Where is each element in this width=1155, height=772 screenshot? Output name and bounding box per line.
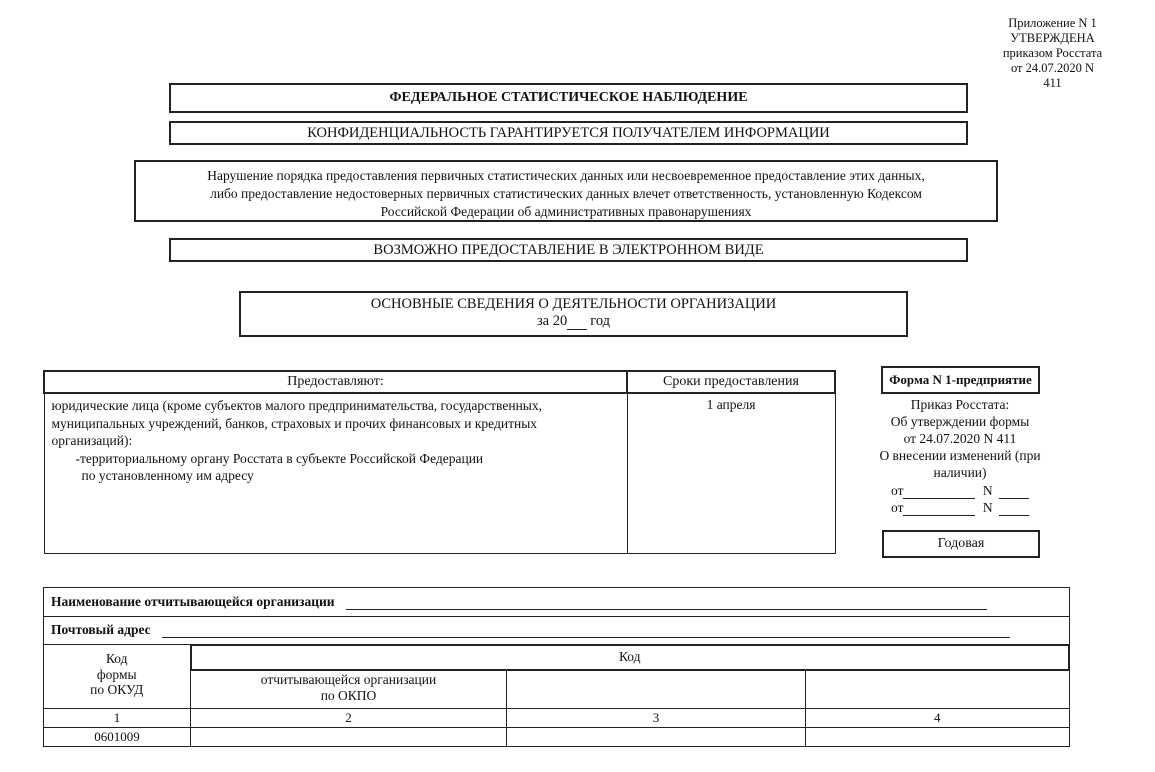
column-number: 4	[806, 709, 1070, 728]
approval-order	[855, 396, 1065, 516]
appendix-line: УТВЕРЖДЕНА	[1010, 31, 1095, 45]
order-line: О внесении изменений (при	[879, 448, 1041, 463]
providers-header: Предоставляют:	[44, 371, 627, 393]
main-title: ОСНОВНЫЕ СВЕДЕНИЯ О ДЕЯТЕЛЬНОСТИ ОРГАНИЗАЦИИ	[370, 296, 777, 312]
period-box	[882, 530, 1040, 558]
address-label: Почтовый адрес	[51, 622, 151, 638]
org-name-input[interactable]	[346, 594, 987, 610]
electronic-submission-box	[169, 238, 968, 262]
amendment-row: от N	[855, 499, 1065, 516]
deadline-cell: 1 апреля	[627, 393, 835, 553]
deadline-header: Сроки предоставления	[627, 371, 835, 393]
code-column-3-input[interactable]	[507, 728, 806, 747]
federal-observation-title: ФЕДЕРАЛЬНОЕ СТАТИСТИЧЕСКОЕ НАБЛЮДЕНИЕ	[389, 90, 748, 105]
appendix-line: приказом Росстата	[1002, 46, 1103, 60]
okud-value: 0601009	[44, 728, 191, 747]
amendment-date-input[interactable]	[903, 484, 975, 499]
violation-line: либо предоставление недостоверных первичных статистических данных влечет ответственность, установленную Кодексом	[210, 186, 922, 201]
code-column-3-header	[507, 670, 806, 709]
appendix-line: от 24.07.2020 N	[1010, 61, 1095, 75]
code-column-4-input[interactable]	[806, 728, 1070, 747]
amendment-row: от N	[855, 482, 1065, 499]
providers-cell	[44, 393, 627, 553]
okpo-header: отчитывающейся организации по ОКПО	[191, 670, 507, 709]
address-row	[44, 617, 1070, 645]
confidentiality-box	[169, 121, 968, 145]
electronic-submission-text: ВОЗМОЖНО ПРЕДОСТАВЛЕНИЕ В ЭЛЕКТРОННОМ ВИДЕ	[373, 242, 764, 258]
code-column-4-header	[806, 670, 1070, 709]
recipient-text: -территориальному органу Росстата в субъекте Российской Федерации	[75, 450, 484, 466]
order-line: наличии)	[933, 465, 987, 480]
appendix-note	[985, 16, 1120, 91]
okpo-value-input[interactable]	[191, 728, 507, 747]
report-year: за 20 год	[536, 313, 611, 329]
recipient-text: по установленному им адресу	[81, 468, 254, 483]
org-name-row	[44, 588, 1070, 617]
form-name-box	[881, 366, 1040, 394]
order-line: Приказ Росстата:	[910, 397, 1010, 412]
okud-header: Код формы по ОКУД	[44, 645, 191, 709]
amendment-number-input[interactable]	[999, 501, 1029, 516]
organization-table	[43, 587, 1070, 747]
code-header: Код	[191, 645, 1070, 670]
column-number: 3	[507, 709, 806, 728]
year-input[interactable]	[567, 316, 587, 330]
column-number: 1	[44, 709, 191, 728]
providers-text: муниципальных учреждений, банков, страховых и прочих финансовых и кредитных	[51, 415, 538, 431]
appendix-line: 411	[1043, 76, 1062, 90]
violation-line: Нарушение порядка предоставления первичных статистических данных или несвоевременное предоставление этих данных,	[207, 168, 925, 183]
violation-line: Российской Федерации об административных правонарушениях	[380, 204, 752, 219]
providers-text: организаций):	[51, 433, 133, 448]
column-number: 2	[191, 709, 507, 728]
org-name-label: Наименование отчитывающейся организации	[51, 594, 335, 609]
amendment-number-input[interactable]	[999, 484, 1029, 499]
amendment-date-input[interactable]	[903, 501, 975, 516]
federal-observation-box	[169, 83, 968, 113]
form-name: Форма N 1-предприятие	[889, 372, 1032, 387]
appendix-line: Приложение N 1	[1008, 16, 1097, 30]
providers-table	[43, 370, 836, 554]
address-input[interactable]	[162, 622, 1010, 638]
order-line: Об утверждении формы	[890, 414, 1030, 429]
providers-text: юридические лица (кроме субъектов малого предпринимательства, государственных,	[51, 398, 542, 413]
violation-notice-box	[134, 160, 998, 222]
order-line: от 24.07.2020 N 411	[903, 431, 1017, 446]
confidentiality-text: КОНФИДЕНЦИАЛЬНОСТЬ ГАРАНТИРУЕТСЯ ПОЛУЧАТЕЛЕМ ИНФОРМАЦИИ	[307, 125, 830, 141]
main-title-box	[239, 291, 908, 337]
period-text: Годовая	[937, 536, 985, 551]
